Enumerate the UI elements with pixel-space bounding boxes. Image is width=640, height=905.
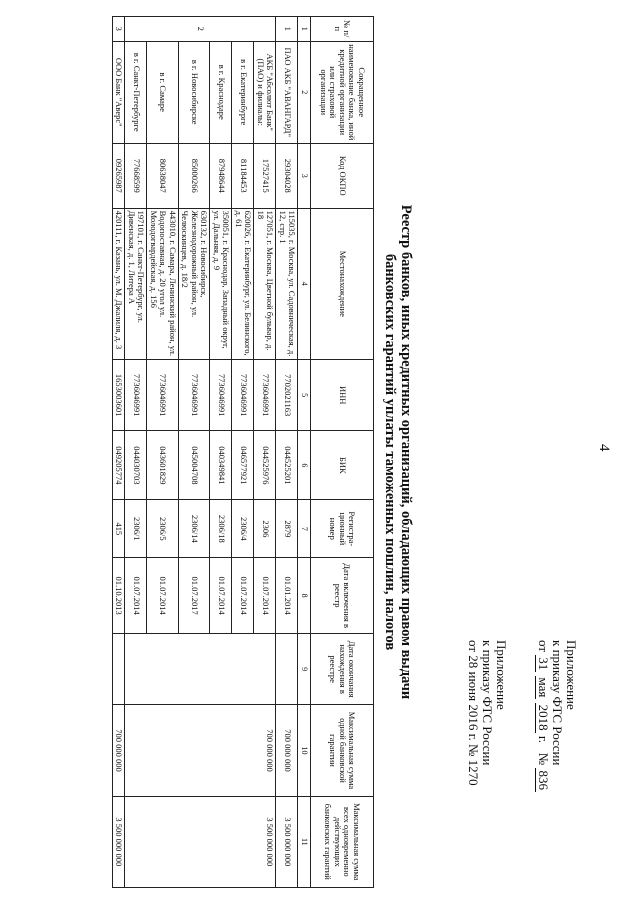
cell-date-in: 01.07.2017 xyxy=(179,558,211,634)
header-date-out: Дата окончания нахождения в реестре xyxy=(311,634,374,705)
cell-date-in: 01.07.2014 xyxy=(232,558,254,634)
cell-reg-number: 2306/14 xyxy=(179,500,211,558)
cell-date-in: 01.10.2013 xyxy=(113,558,126,634)
appendix-new-ot: от xyxy=(536,640,551,653)
cell-inn: 7736046991 xyxy=(210,360,232,431)
header-date-in: Дата включения в реестр xyxy=(311,558,374,634)
register-title xyxy=(382,12,414,892)
appendix-new-month: мая xyxy=(536,677,551,698)
cell-inn: 7736046991 xyxy=(254,360,276,431)
header-okpo: Код ОКПО xyxy=(311,143,374,208)
cell-inn: 1653003601 xyxy=(113,360,126,431)
cell-address: 620026, г. Екатеринбург, ул. Белинского, д. 61 xyxy=(232,208,254,359)
column-index: 11 xyxy=(298,796,311,887)
appendix-new-order xyxy=(536,640,578,792)
column-index: 7 xyxy=(298,500,311,558)
cell-reg-number: 2306 xyxy=(254,500,276,558)
appendix-new-line2: к приказу ФТС России xyxy=(550,640,565,766)
cell-okpo: 09265987 xyxy=(113,143,126,208)
header-reg-number: Регистра-ционный номер xyxy=(311,500,374,558)
cell-name: в г. Санкт-Петербурге xyxy=(125,41,147,143)
cell-date-in: 01.01.2014 xyxy=(276,558,298,634)
column-index-row xyxy=(298,17,311,888)
cell-date-out xyxy=(113,634,126,705)
register-title-line2: банковских гарантий уплаты таможенных пошлин, налогов xyxy=(382,253,398,651)
cell-address: 197101, г. Санкт-Петербург, ул. Дивенская, д. 1, Литера А xyxy=(125,208,147,359)
cell-bik: 044030703 xyxy=(125,431,147,500)
appendix-new-no: № xyxy=(536,752,551,766)
cell-date-out xyxy=(276,634,298,705)
header-inn: ИНН xyxy=(311,360,374,431)
page-number: 4 xyxy=(596,444,612,452)
cell-bik: 040349841 xyxy=(210,431,232,500)
cell-max-one: 700 000 000 xyxy=(113,705,126,796)
cell-max-one: 700 000 000 xyxy=(125,705,276,796)
appendix-new-year: 2018 xyxy=(536,704,551,731)
cell-date-in: 01.07.2014 xyxy=(210,558,232,634)
rotated-document xyxy=(20,12,620,892)
column-index: 1 xyxy=(298,17,311,42)
cell-date-in: 01.07.2014 xyxy=(147,558,179,634)
cell-okpo: 87948644 xyxy=(210,143,232,208)
cell-max-one: 700 000 000 xyxy=(276,705,298,796)
cell-name: в г. Самаре xyxy=(147,41,179,143)
cell-address: 127051, г. Москва, Цветной бульвар, д. 18 xyxy=(254,208,276,359)
cell-address: 115035, г. Москва, ул. Садовническая, д. 12, стр. 1 xyxy=(276,208,298,359)
column-index: 2 xyxy=(298,41,311,143)
appendix-old-line3: от 28 июня 2016 г. № 1270 xyxy=(466,640,481,786)
header-no: № п/п xyxy=(311,17,374,42)
header-max-one: Максимальная сумма одной банковской гарантии xyxy=(311,705,374,796)
cell-address: 420111, г. Казань, ул. М. Джалиля, д. 3 xyxy=(113,208,126,359)
cell-no: 1 xyxy=(276,17,298,42)
cell-inn: 7702021163 xyxy=(276,360,298,431)
cell-inn: 7736046991 xyxy=(147,360,179,431)
appendix-new-line1: Приложение xyxy=(564,640,579,710)
cell-reg-number: 415 xyxy=(113,500,126,558)
cell-okpo: 29304028 xyxy=(276,143,298,208)
cell-reg-number: 2306/4 xyxy=(232,500,254,558)
table-row xyxy=(254,17,276,888)
cell-okpo: 81184453 xyxy=(232,143,254,208)
header-name: Сокращенное наименование банка, иной кредитной организации или страховой организации xyxy=(311,41,374,143)
register-table xyxy=(112,16,374,888)
cell-date-in: 01.07.2014 xyxy=(125,558,147,634)
cell-okpo: 17527415 xyxy=(254,143,276,208)
cell-bik: 043601829 xyxy=(147,431,179,500)
cell-name: в г. Новосибирске xyxy=(179,41,211,143)
cell-okpo: 77668599 xyxy=(125,143,147,208)
cell-no: 2 xyxy=(125,17,276,42)
table-row xyxy=(113,17,126,888)
cell-address: 630132, г. Новосибирск, Железнодорожный район, ул. Челюскинцев, д. 18/2 xyxy=(179,208,211,359)
cell-okpo: 85000266 xyxy=(179,143,211,208)
appendix-old-line1: Приложение xyxy=(494,640,509,710)
cell-bik: 044525976 xyxy=(254,431,276,500)
cell-max-all: 3 500 000 000 xyxy=(125,796,276,887)
cell-reg-number: 2306/1 xyxy=(125,500,147,558)
column-index: 3 xyxy=(298,143,311,208)
header-bik: БИК xyxy=(311,431,374,500)
column-index: 8 xyxy=(298,558,311,634)
cell-name: в г. Екатеринбурге xyxy=(232,41,254,143)
cell-max-all: 3 500 000 000 xyxy=(276,796,298,887)
cell-date-in: 01.07.2014 xyxy=(254,558,276,634)
cell-name: ПАО АКБ "АВАНГАРД" xyxy=(276,41,298,143)
cell-bik: 044525201 xyxy=(276,431,298,500)
appendix-new-date-line xyxy=(536,640,550,792)
cell-name: АКБ "Абсолют Банк" (ПАО) и филиалы: xyxy=(254,41,276,143)
table-row xyxy=(276,17,298,888)
cell-inn: 7736046991 xyxy=(179,360,211,431)
cell-bik: 049205774 xyxy=(113,431,126,500)
cell-address: 443010, г. Самара, Ленинский район, ул. Водопоставная, д. 20 угол ул. Молодогвардейская, д. 156 xyxy=(147,208,179,359)
appendix-old-order xyxy=(466,640,508,786)
cell-reg-number: 2306/5 xyxy=(147,500,179,558)
column-index: 5 xyxy=(298,360,311,431)
appendix-old-line2: к приказу ФТС России xyxy=(480,640,495,766)
cell-inn: 7736046991 xyxy=(232,360,254,431)
column-index: 6 xyxy=(298,431,311,500)
cell-no: 3 xyxy=(113,17,126,42)
cell-reg-number: 2306/18 xyxy=(210,500,232,558)
header-max-all: Максимальная сумма всех одновременно действующих банковских гарантий xyxy=(311,796,374,887)
register-title-line1: Реестр банков, иных кредитных организаций, обладающих правом выдачи xyxy=(398,204,414,700)
cell-name: в г. Краснодаре xyxy=(210,41,232,143)
cell-reg-number: 2879 xyxy=(276,500,298,558)
cell-name: ООО Банк "Аверс" xyxy=(113,41,126,143)
column-index: 4 xyxy=(298,208,311,359)
appendix-new-number: 836 xyxy=(536,770,551,790)
table-header-row xyxy=(311,17,374,888)
cell-bik: 045004708 xyxy=(179,431,211,500)
cell-inn: 7736046991 xyxy=(125,360,147,431)
appendix-new-day: 31 xyxy=(536,657,551,671)
header-address: Местонахождение xyxy=(311,208,374,359)
cell-date-out xyxy=(125,634,276,705)
column-index: 10 xyxy=(298,705,311,796)
cell-okpo: 80638047 xyxy=(147,143,179,208)
column-index: 9 xyxy=(298,634,311,705)
cell-max-all: 3 500 000 000 xyxy=(113,796,126,887)
appendix-new-g: г. xyxy=(536,735,551,744)
cell-bik: 046577921 xyxy=(232,431,254,500)
cell-address: 350051, г. Краснодар, Западный округ, ул. Дальняя, д. 9 xyxy=(210,208,232,359)
